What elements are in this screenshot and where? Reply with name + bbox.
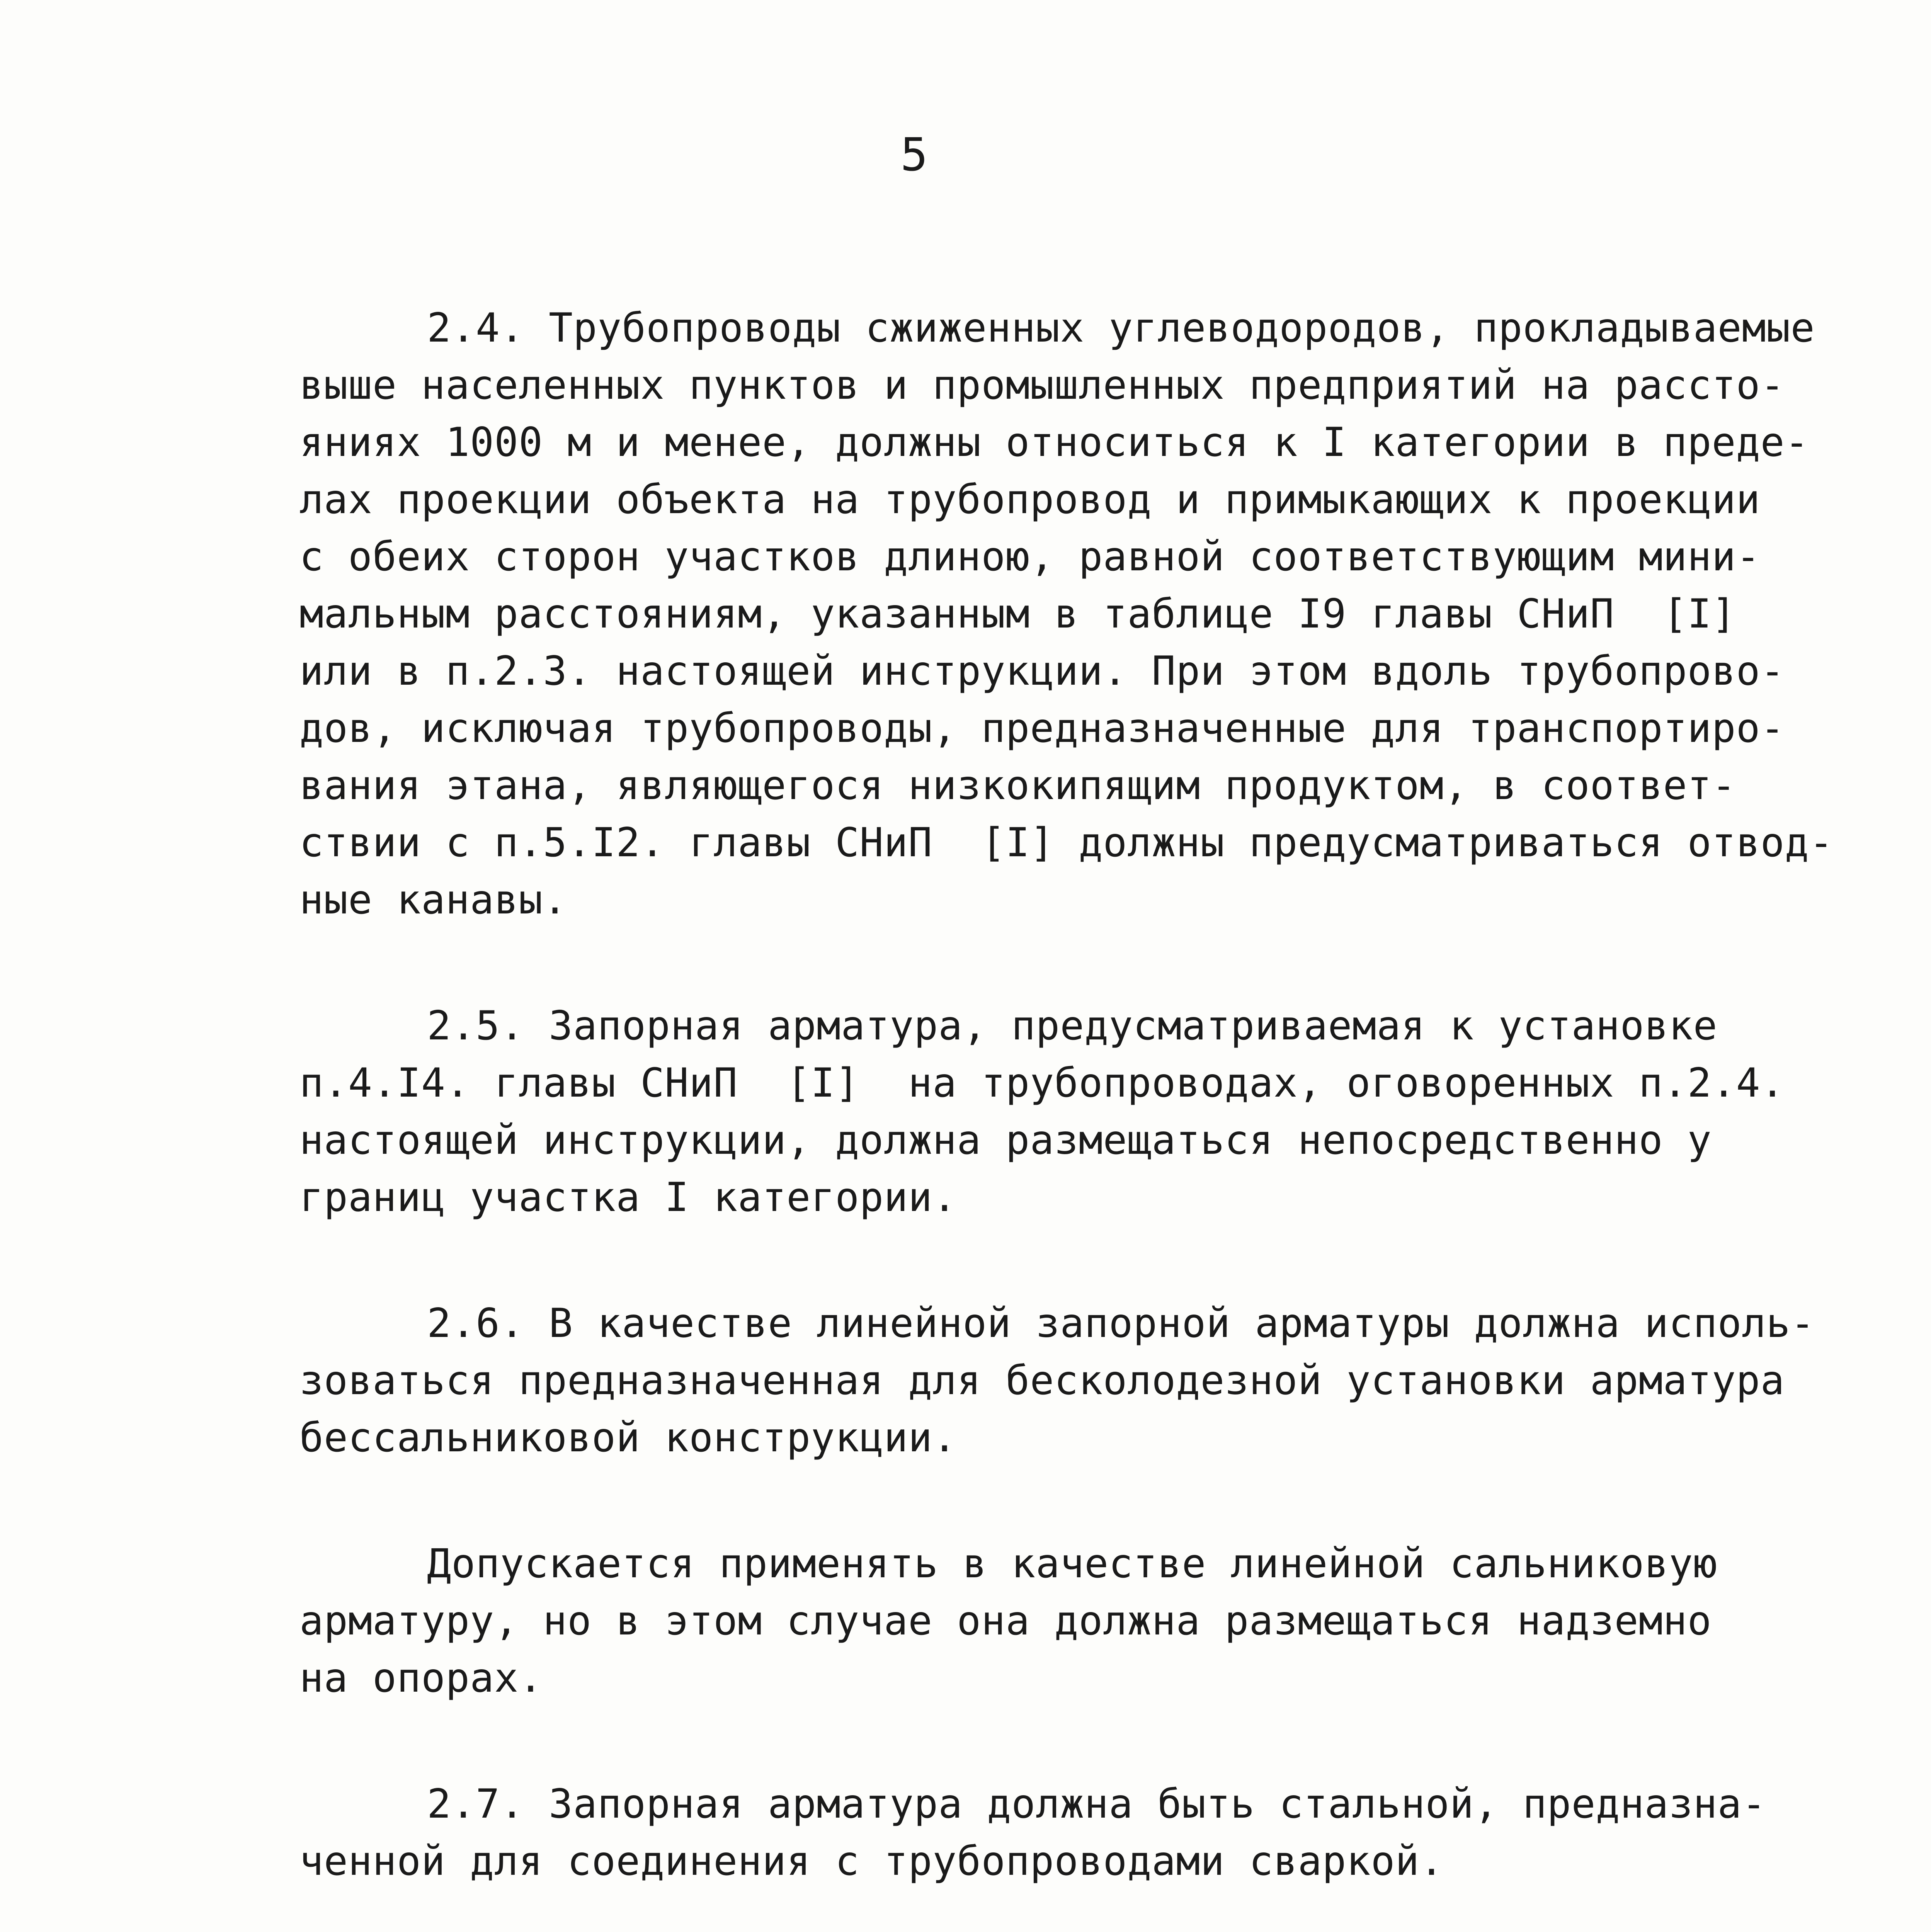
text-line: арматуру, но в этом случае она должна размещаться надземно	[299, 1598, 1712, 1644]
text-line: вания этана, являющегося низкокипящим продуктом, в соответ-	[299, 762, 1736, 809]
text-line: на опорах.	[299, 1655, 543, 1701]
page-number: 5	[900, 128, 928, 181]
text-line: ные канавы.	[299, 877, 568, 923]
text-line: 2.4. Трубопроводы сжиженных углеводородов, прокладываемые	[427, 305, 1815, 351]
text-line: 2.6. В качестве линейной запорной арматуры должна исполь-	[427, 1300, 1815, 1347]
text-line: Допускается применять в качестве линейной сальниковую	[427, 1541, 1718, 1587]
text-line: 2.5. Запорная арматура, предусматриваемая к установке	[427, 1003, 1718, 1049]
text-line: границ участка I категории.	[299, 1174, 957, 1221]
paragraph	[299, 299, 1837, 929]
text-line: бессальниковой конструкции.	[299, 1415, 957, 1461]
text-line: настоящей инструкции, должна размещаться непосредственно у	[299, 1117, 1712, 1163]
body-text	[299, 299, 1837, 1932]
text-line: лах проекции объекта на трубопровод и примыкающих к проекции	[299, 476, 1761, 523]
text-line: 2.7. Запорная арматура должна быть стальной, предназна-	[427, 1781, 1766, 1827]
paragraph	[299, 997, 1837, 1226]
text-line: ствии с п.5.I2. главы СНиП [I] должны предусматриваться отвод-	[299, 820, 1834, 866]
text-line: п.4.I4. главы СНиП [I] на трубопроводах, оговоренных п.2.4.	[299, 1060, 1785, 1106]
text-line: яниях 1000 м и менее, должны относиться к I категории в преде-	[299, 419, 1809, 466]
text-line: дов, исключая трубопроводы, предназначенные для транспортиро-	[299, 705, 1785, 752]
text-line: с обеих сторон участков длиною, равной соответствующим мини-	[299, 534, 1761, 580]
paragraph	[299, 1535, 1837, 1707]
text-line: мальным расстояниям, указанным в таблице I9 главы СНиП [I]	[299, 591, 1736, 637]
text-line: или в п.2.3. настоящей инструкции. При этом вдоль трубопрово-	[299, 648, 1785, 694]
text-line: ченной для соединения с трубопроводами сваркой.	[299, 1838, 1444, 1884]
paragraph	[299, 1776, 1837, 1890]
text-line: зоваться предназначенная для бесколодезной установки арматура	[299, 1357, 1785, 1404]
paragraph	[299, 1295, 1837, 1466]
text-line: выше населенных пунктов и промышленных предприятий на рассто-	[299, 362, 1785, 408]
